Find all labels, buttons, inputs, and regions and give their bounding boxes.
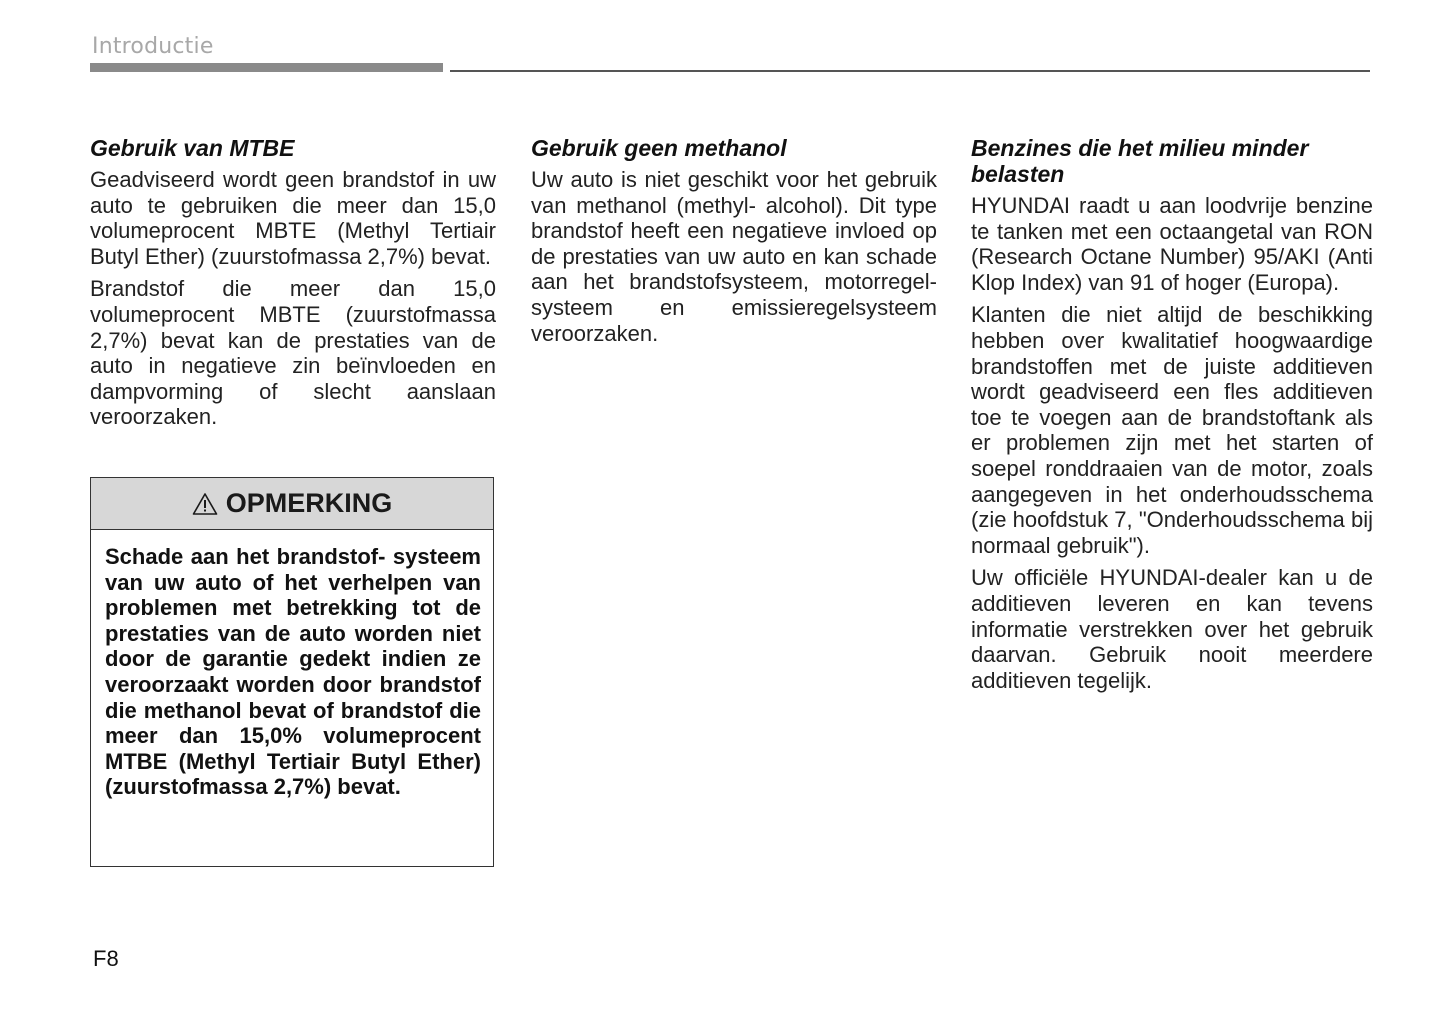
column-methanol xyxy=(531,135,937,353)
notice-body: Schade aan het brandstof- systeem van uw auto of het verhelpen van problemen met betrekking tot de prestaties van de auto worden niet door de garantie gedekt indien ze veroorzaakt worden door brandstof die methanol bevat of brandstof die meer dan 15,0% volumeprocent MTBE (Methyl Tertiair Butyl Ether) (zuurstofmassa 2,7%) bevat. xyxy=(105,544,481,800)
heading-environment: Benzines die het milieu minder belasten xyxy=(971,135,1309,187)
warning-triangle-icon xyxy=(192,492,218,516)
heading-mtbe: Gebruik van MTBE xyxy=(90,135,295,161)
header-rule xyxy=(450,70,1370,72)
paragraph: Uw auto is niet geschikt voor het gebruik van methanol (methyl- alcohol). Dit type brandstof heeft een negatieve invloed op de prestaties van uw auto en kan schade aan het brandstofsysteem, motorregel- systeem en emissieregelsysteem veroorzaken. xyxy=(531,167,937,346)
page-number: F8 xyxy=(93,946,119,971)
paragraph: HYUNDAI raadt u aan loodvrije benzine te tanken met een octaangetal van RON (Research Octane Number) 95/AKI (Anti Klop Index) van 91 of hoger (Europa). xyxy=(971,193,1373,295)
heading-methanol: Gebruik geen methanol xyxy=(531,135,787,161)
notice-header xyxy=(91,478,493,530)
column-environment xyxy=(971,135,1373,700)
paragraph: Uw officiële HYUNDAI-dealer kan u de additieven leveren en kan tevens informatie verstrekken over het gebruik daarvan. Gebruik nooit meerdere additieven tegelijk. xyxy=(971,565,1373,693)
section-title: Introductie xyxy=(92,34,214,59)
notice-box xyxy=(90,477,494,867)
paragraph: Brandstof die meer dan 15,0 volumeprocent MBTE (zuurstofmassa 2,7%) bevat kan de prestaties van de auto in negatieve zin beïnvloeden en dampvorming of slecht aanslaan veroorzaken. xyxy=(90,276,496,430)
notice-title: OPMERKING xyxy=(225,488,393,518)
paragraph: Geadviseerd wordt geen brandstof in uw auto te gebruiken die meer dan 15,0 volumeprocent MBTE (Methyl Tertiair Butyl Ether) (zuurstofmassa 2,7%) bevat. xyxy=(90,167,496,269)
column-mtbe xyxy=(90,135,496,437)
paragraph: Klanten die niet altijd de beschikking hebben over kwalitatief hoogwaardige brandstoffen met de juiste additieven wordt geadviseerd een fles additieven toe te voegen aan de brandstoftank als er problemen zijn met het starten of soepel ronddraaien van de motor, zoals aangegeven in het onderhoudsschema (zie hoofdstuk 7, "Onderhoudsschema bij normaal gebruik"). xyxy=(971,302,1373,558)
header-bar xyxy=(90,63,443,72)
